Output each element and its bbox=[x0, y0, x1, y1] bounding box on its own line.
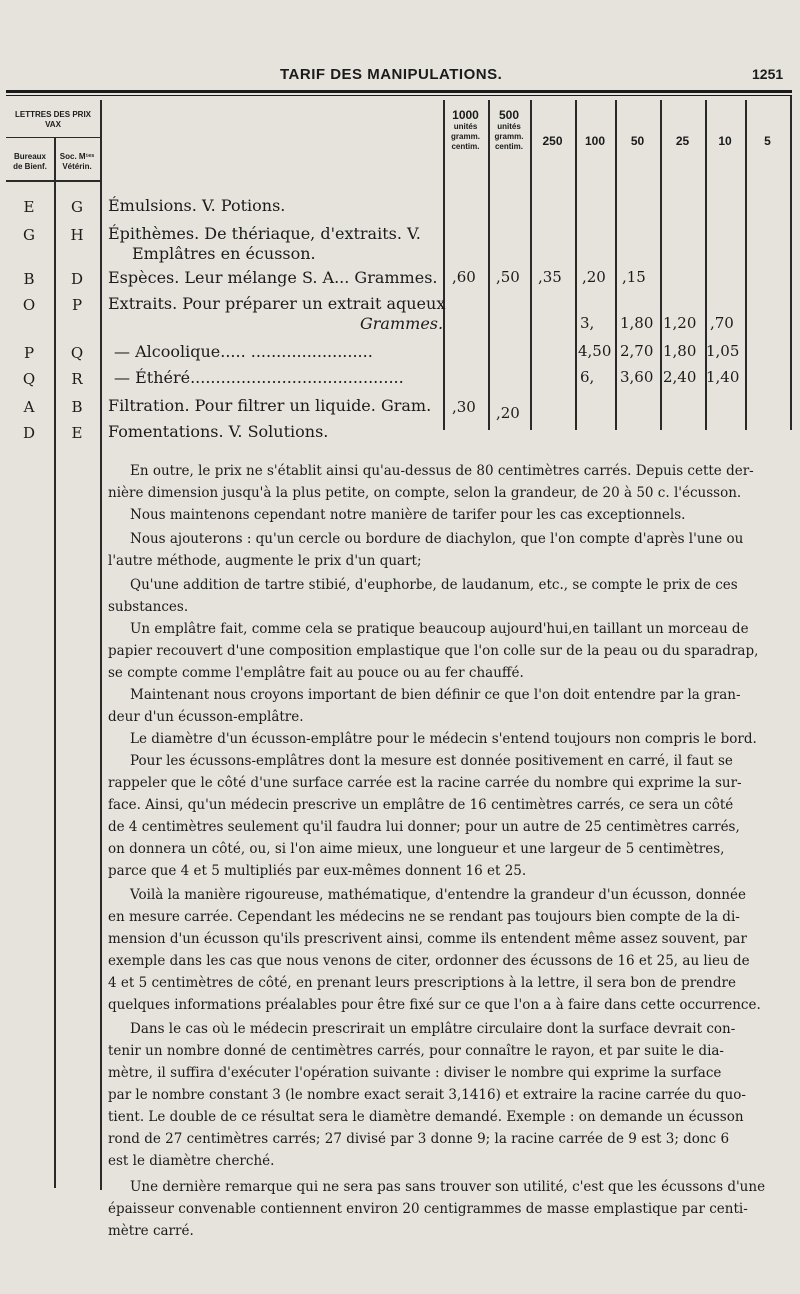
price-10: 1,40 bbox=[706, 368, 740, 386]
row-label: Émulsions. V. Potions. bbox=[108, 196, 286, 215]
subcol-bureaux: Bureaux de Bienf. bbox=[13, 152, 47, 171]
price-250: ,35 bbox=[538, 268, 562, 286]
paragraph: Un emplâtre fait, comme cela se pratique beaucoup aujourd'hui,en taillant un morceau de papier recouvert d'une composition emplastique que l'on colle sur de la peau ou du sparadrap, se compte comme l'emplâtre fait au pouce ou au fer chauffé. bbox=[108, 621, 759, 681]
row-label: Fomentations. V. Solutions. bbox=[108, 422, 329, 441]
column-divider bbox=[575, 100, 577, 430]
price-100: 4,50 bbox=[578, 342, 612, 360]
subheader-rule bbox=[6, 137, 100, 138]
header-bottom-rule bbox=[6, 180, 100, 182]
col-header-25: 25 bbox=[675, 134, 690, 148]
column-divider bbox=[530, 100, 532, 430]
header-rule bbox=[6, 90, 792, 93]
col-header-250: 250 bbox=[542, 134, 563, 148]
price-letter-bureaux: O bbox=[22, 296, 36, 314]
price-letter-veterin: G bbox=[71, 198, 83, 216]
price-25: 1,20 bbox=[663, 314, 697, 332]
price-letter-veterin: B bbox=[71, 398, 83, 416]
column-divider bbox=[660, 100, 662, 430]
paragraph: Dans le cas où le médecin prescrirait un emplâtre circulaire dont la surface devrait con- tenir un nombre donné de centimètres carrés, pour connaître le rayon, et par suite le dia- mètre, il suffira d'exécuter l'opération suivante : diviser le nombre qui exprime la surface par le nombre constant 3 (le nombre exact serait 3,1416) et extraire la racine carrée du quo- tient. Le double de ce résultat sera le diamètre demandé. Exemple : on demande un écusson rond de 27 centimètres carrés; 27 divisé par 3 donne 9; la racine carrée de 9 est 3; donc 6 est le diamètre cherché. bbox=[108, 1021, 746, 1169]
price-50: 1,80 bbox=[620, 314, 654, 332]
price-letter-bureaux: Q bbox=[22, 370, 36, 388]
row-label: — Éthéré.......................................... bbox=[114, 368, 404, 387]
price-letter-bureaux: G bbox=[23, 226, 35, 244]
corner-title: LETTRES DES PRIX VAX bbox=[14, 110, 91, 129]
price-letter-veterin: H bbox=[70, 226, 84, 244]
header-rule-thin bbox=[6, 95, 792, 96]
page-number: 1251 bbox=[752, 66, 784, 82]
price-10: ,70 bbox=[710, 314, 734, 332]
price-letter-bureaux: D bbox=[22, 424, 36, 442]
price-25: 2,40 bbox=[663, 368, 697, 386]
paragraph: Maintenant nous croyons important de bien définir ce que l'on doit entendre par la gran- deur d'un écusson-emplâtre. bbox=[108, 687, 741, 725]
paragraph: Qu'une addition de tartre stibié, d'euphorbe, de laudanum, etc., se compte le prix de ces substances. bbox=[108, 577, 738, 615]
page-title: TARIF DES MANIPULATIONS. bbox=[280, 66, 503, 83]
col-header-1000: 1000 unités gramm. centim. bbox=[451, 108, 480, 151]
row-label: Extraits. Pour préparer un extrait aqueux bbox=[108, 294, 446, 313]
paragraph: Nous ajouterons : qu'un cercle ou bordure de diachylon, que l'on compte d'après l'une ou l'autre méthode, augmente le prix d'un quart; bbox=[108, 531, 744, 569]
col-header-50: 50 bbox=[630, 134, 645, 148]
column-divider bbox=[790, 96, 792, 430]
paragraph: Le diamètre d'un écusson-emplâtre pour le médecin s'entend toujours non compris le bord. bbox=[130, 731, 757, 747]
price-100: 3, bbox=[580, 314, 595, 332]
paragraph: Pour les écussons-emplâtres dont la mesure est donnée positivement en carré, il faut se rappeler que le côté d'une surface carrée est la racine carrée du nombre qui exprime la sur- face. Ainsi, qu'un médecin prescrive un emplâtre de 16 centimètres carrés, ce sera un côté de 4 centimètres seulement qu'il faudra lui donner; pour un autre de 25 centimètres carrés, on donnera un côté, ou, si l'on aime mieux, une longueur et une largeur de 5 centimètres, parce que 4 et 5 multipliés par eux-mêmes donnent 16 et 25. bbox=[108, 753, 742, 879]
price-50: 3,60 bbox=[620, 368, 654, 386]
row-label: Filtration. Pour filtrer un liquide. Gram. bbox=[108, 396, 432, 415]
paragraph: Une dernière remarque qui ne sera pas sans trouver son utilité, c'est que les écussons d'une épaisseur convenable contiennent environ 20 centigrammes de masse emplastique par centi- mètre carré. bbox=[108, 1179, 766, 1239]
price-1000: ,30 bbox=[452, 398, 476, 416]
price-50: 2,70 bbox=[620, 342, 654, 360]
col-header-10: 10 bbox=[718, 134, 732, 148]
price-500: ,20 bbox=[496, 404, 520, 422]
paragraph: En outre, le prix ne s'établit ainsi qu'au-dessus de 80 centimètres carrés. Depuis cette der- nière dimension jusqu'à la plus petite, on compte, selon la grandeur, de 20 à 50 c. l'écusson. bbox=[108, 463, 754, 501]
price-letter-bureaux: B bbox=[23, 270, 35, 288]
col-header-5: 5 bbox=[764, 134, 771, 148]
column-divider bbox=[100, 100, 102, 1190]
paragraph: Voilà la manière rigoureuse, mathématique, d'entendre la grandeur d'un écusson, donnée en mesure carrée. Cependant les médecins ne se rendant pas toujours bien compte de la di- mension d'un écusson qu'ils prescrivent ainsi, comme ils entendent même assez souvent, par exemple dans les cas que nous venons de citer, ordonner des écussons de 16 et 25, au lieu de 4 et 5 centimètres de côté, en prenant leurs prescriptions à la lettre, il sera bon de prendre quelques informations préalables pour être fixé sur ce que l'on a à faire dans cette occurrence. bbox=[108, 887, 761, 1013]
price-letter-veterin: Q bbox=[70, 344, 84, 362]
price-letter-veterin: E bbox=[71, 424, 83, 442]
price-1000: ,60 bbox=[452, 268, 476, 286]
column-divider bbox=[615, 100, 617, 430]
price-letter-bureaux: E bbox=[23, 198, 35, 216]
price-letter-bureaux: P bbox=[23, 344, 35, 362]
column-divider bbox=[745, 100, 747, 430]
price-letter-veterin: R bbox=[71, 370, 83, 388]
col-header-100: 100 bbox=[584, 134, 606, 148]
col-header-500: 500 unités gramm. centim. bbox=[494, 108, 524, 151]
row-label: Épithèmes. De thériaque, d'extraits. V. bbox=[108, 224, 421, 243]
price-10: 1,05 bbox=[706, 342, 740, 360]
subcol-veterin: Soc. M¹ᵉˢ Vétérin. bbox=[59, 152, 95, 171]
price-100: ,20 bbox=[582, 268, 606, 286]
price-50: ,15 bbox=[622, 268, 646, 286]
row-label-cont: Grammes. bbox=[360, 314, 444, 333]
price-25: 1,80 bbox=[663, 342, 697, 360]
price-letter-veterin: P bbox=[71, 296, 83, 314]
column-divider bbox=[54, 138, 56, 1188]
price-100: 6, bbox=[580, 368, 595, 386]
row-label: Espèces. Leur mélange S. A... Grammes. bbox=[108, 268, 438, 287]
row-label-cont: Emplâtres en écusson. bbox=[132, 244, 316, 263]
paragraph: Nous maintenons cependant notre manière de tarifer pour les cas exceptionnels. bbox=[130, 507, 686, 523]
price-500: ,50 bbox=[496, 268, 520, 286]
price-letter-bureaux: A bbox=[23, 398, 35, 416]
row-label: — Alcoolique..... ........................ bbox=[114, 342, 373, 361]
price-letter-veterin: D bbox=[70, 270, 84, 288]
